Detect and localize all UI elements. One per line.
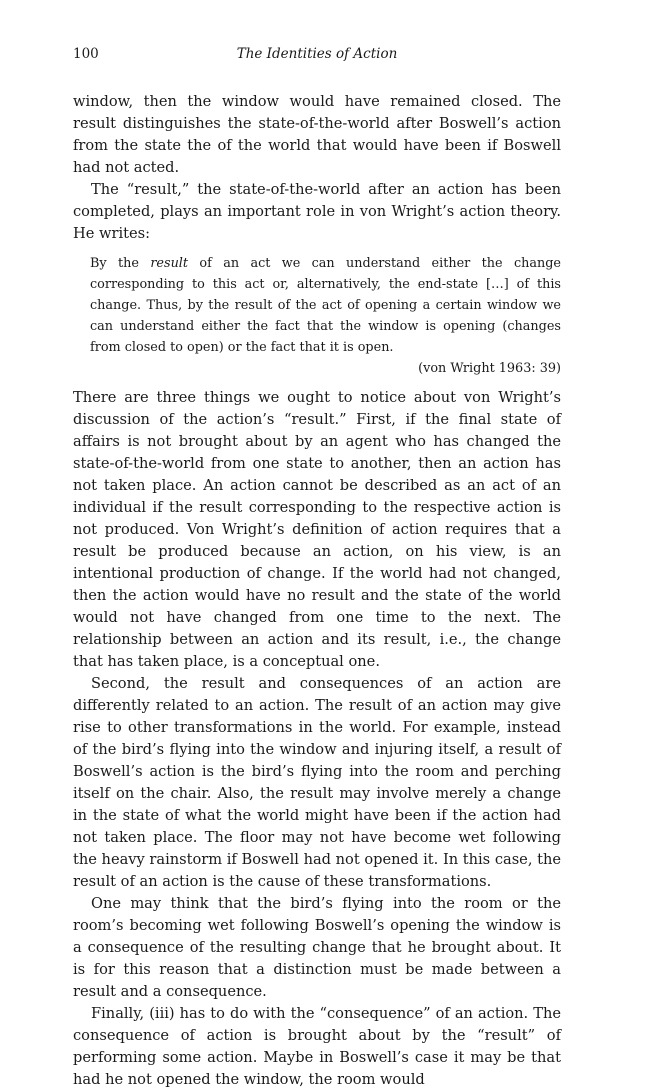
paragraph: The “result,” the state-of-the-world after an action has been completed, plays an important role in von Wright’s action theory. He writes: [73, 181, 561, 242]
paragraph: Finally, (iii) has to do with the “consequence” of an action. The consequence of action is brought about by the “result” of performing some action. Maybe in Boswell’s case it may be that had he not opened the window, the room would [73, 1005, 561, 1088]
paragraph: window, then the window would have remained closed. The result distinguishes the state-of-the-world after Boswell’s action from the state the of the world that would have been if Boswell had not acted. [73, 93, 561, 176]
paragraph: One may think that the bird’s flying into the room or the room’s becoming wet following Boswell’s opening the window is a consequence of the resulting change that he brought about. It is for this reason that a distinction must be made between a result and a consequence. [73, 895, 561, 1000]
body-text [73, 91, 561, 1091]
paragraph: There are three things we ought to notice about von Wright’s discussion of the action’s “result.” First, if the final state of affairs is not brought about by an agent who has changed the state-of-the-world from one state to another, then an action has not taken place. An action cannot be described as an act of an individual if the result corresponding to the respective action is not produced. Von Wright’s definition of action requires that a result be produced because an action, on his view, is an intentional production of change. If the world had not changed, then the action would have no result and the state of the world would not have changed from one time to the next. The relationship between an action and its result, i.e., the change that has taken place, is a conceptual one. [73, 389, 561, 670]
quote-citation: (von Wright 1963: 39) [418, 361, 561, 376]
block-quote [90, 253, 561, 379]
page-header [73, 46, 561, 68]
quote-text [90, 253, 561, 358]
quote-emphasis: result [150, 256, 189, 271]
quote-text-rest: of an act we can understand either the change corresponding to this act or, alternatively, the end-state […] of this change. Thus, by the result of the act of opening a certain window we can understand either the fact that the window is opening (changes from closed to open) or the fact that it is open. [90, 256, 561, 355]
quote-text-start: By the [90, 256, 151, 271]
page-number: 100 [73, 46, 99, 62]
paragraph: Second, the result and consequences of an action are differently related to an action. The result of an action may give rise to other transformations in the world. For example, instead of the bird’s flying into the window and injuring itself, a result of Boswell’s action is the bird’s flying into the room and perching itself on the chair. Also, the result may involve merely a change in the state of what the world might have been if the action had not taken place. The floor may not have become wet following the heavy rainstorm if Boswell had not opened it. In this case, the result of an action is the cause of these transformations. [73, 675, 561, 890]
running-title: The Identities of Action [236, 46, 398, 62]
